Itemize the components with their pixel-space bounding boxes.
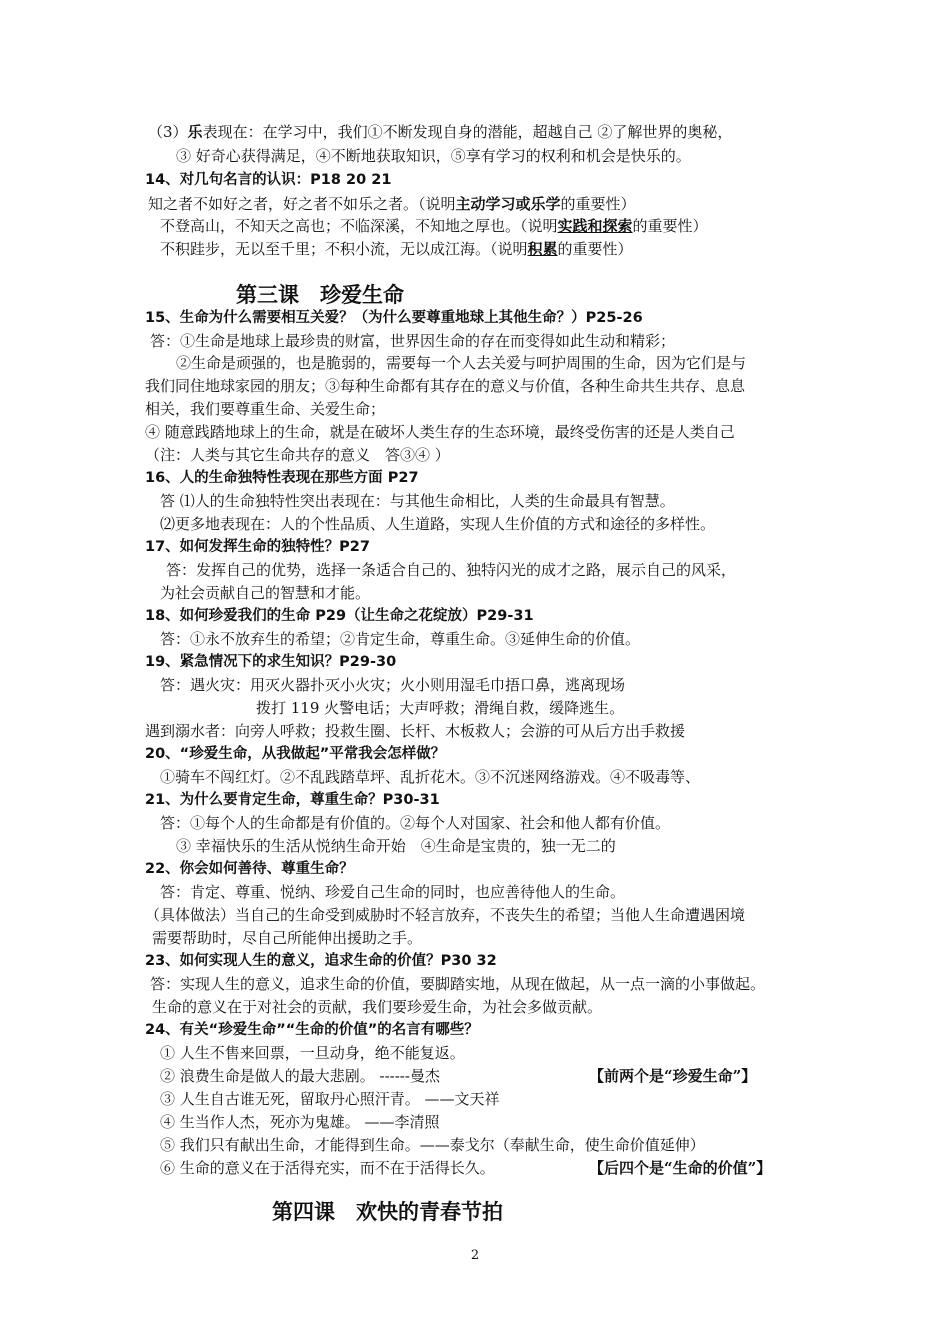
line-15e: ④ 随意践踏地球上的生命，就是在破坏人类生存的生态环境，最终受伤害的还是人类自己	[145, 423, 735, 441]
line-22a: 答：肯定、尊重、悦纳、珍爱自己生命的同时，也应善待他人的生命。	[160, 883, 626, 901]
line-19a: 答：遇火灾：用灭火器扑灭小火灾；火小则用湿毛巾捂口鼻，逃离现场	[160, 676, 626, 694]
quote-24-5: ⑤ 我们只有献出生命，才能得到生命。——泰戈尔（奉献生命，使生命价值延伸）	[160, 1136, 705, 1154]
question-16: 16、人的生命独特性表现在那些方面 P27	[145, 470, 419, 486]
quote-24-2: ② 浪费生命是做人的最大悲剧。 ------曼杰	[160, 1067, 440, 1085]
line-15f: （注：人类与其它生命共存的意义 答③④ ）	[145, 446, 450, 464]
question-14: 14、对几句名言的认识：P18 20 21	[145, 172, 392, 188]
line-21a: 答：①每个人的生命都是有价值的。②每个人对国家、社会和他人都有价值。	[160, 814, 671, 832]
line-16a: 答 ⑴人的生命独特性突出表现在：与其他生命相比，人类的生命最具有智慧。	[160, 492, 675, 510]
note-last-four: 【后四个是“生命的价值”】	[589, 1159, 772, 1177]
lesson-4-heading: 第四课 欢快的青春节拍	[272, 1200, 503, 1224]
line-15c: 我们同住地球家园的朋友；③每种生命都有其存在的意义与价值，各种生命共生共存、息息	[145, 377, 746, 395]
quote-2: 不登高山，不知天之高也；不临深溪，不知地之厚也。（说明实践和探索的重要性）	[160, 217, 708, 235]
line-23a: 答：实现人生的意义，追求生命的价值，要脚踏实地，从现在做起，从一点一滴的小事做起。	[150, 975, 766, 993]
question-19: 19、紧急情况下的求生知识？P29-30	[145, 654, 397, 670]
line-1: （3）乐表现在：在学习中，我们①不断发现自身的潜能，超越自己 ②了解世界的奥秘，	[148, 123, 733, 141]
line-16b: ⑵更多地表现在：人的个性品质、人生道路，实现人生价值的方式和途径的多样性。	[160, 515, 716, 533]
question-24: 24、有关“珍爱生命”“生命的价值”的名言有哪些？	[145, 1022, 479, 1038]
line-23b: 生命的意义在于对社会的贡献，我们要珍爱生命，为社会多做贡献。	[152, 998, 603, 1016]
quote-1: 知之者不如好之者，好之者不如乐之者。（说明主动学习或乐学的重要性）	[148, 195, 636, 213]
question-17: 17、如何发挥生命的独特性？P27	[145, 539, 370, 555]
line-19b: 拨打 119 火警电话；大声呼救；滑绳自救，缓降逃生。	[256, 699, 625, 717]
question-18: 18、如何珍爱我们的生命 P29（让生命之花绽放）P29-31	[145, 608, 534, 624]
note-first-two: 【前两个是“珍爱生命”】	[589, 1067, 757, 1085]
quote-24-3: ③ 人生自古谁无死，留取丹心照汗青。 ——文天祥	[160, 1090, 500, 1108]
quote-3: 不积跬步，无以至千里；不积小流，无以成江海。（说明积累的重要性）	[160, 240, 633, 258]
line-22b: （具体做法）当自己的生命受到威胁时不轻言放弃，不丧失生的希望；当他人生命遭遇困境	[145, 906, 746, 924]
quote-24-4: ④ 生当作人杰，死亦为鬼雄。 ——李清照	[160, 1113, 440, 1131]
question-21: 21、为什么要肯定生命，尊重生命？P30-31	[145, 792, 440, 808]
question-20: 20、“珍爱生命，从我做起”平常我会怎样做？	[145, 746, 446, 762]
line-17a: 答：发挥自己的优势，选择一条适合自己的、独特闪光的成才之路，展示自己的风采，	[166, 561, 737, 579]
line-15d: 相关，我们要尊重生命、关爱生命；	[145, 400, 386, 418]
question-23: 23、如何实现人生的意义，追求生命的价值？P30 32	[145, 953, 497, 969]
quote-24-1: ① 人生不售来回票，一旦动身，绝不能复返。	[160, 1044, 465, 1062]
line-15b: ②生命是顽强的，也是脆弱的，需要每一个人去关爱与呵护周围的生命，因为它们是与	[176, 354, 747, 372]
line-15a: 答：①生命是地球上最珍贵的财富，世界因生命的存在而变得如此生动和精彩；	[150, 332, 676, 350]
quote-24-6: ⑥ 生命的意义在于活得充实，而不在于活得长久。	[160, 1159, 495, 1177]
question-22: 22、你会如何善待、尊重生命？	[145, 861, 354, 877]
line-20a: ①骑车不闯红灯。②不乱践踏草坪、乱折花木。③不沉迷网络游戏。④不吸毒等、	[160, 768, 701, 786]
question-15: 15、生命为什么需要相互关爱？（为什么要尊重地球上其他生命？）P25-26	[145, 310, 643, 326]
line-18a: 答：①永不放弃生的希望；②肯定生命，尊重生命。③延伸生命的价值。	[160, 630, 641, 648]
line-2: ③ 好奇心获得满足，④不断地获取知识，⑤享有学习的权利和机会是快乐的。	[176, 147, 691, 165]
line-21b: ③ 幸福快乐的生活从悦纳生命开始 ④生命是宝贵的，独一无二的	[176, 837, 616, 855]
lesson-3-heading: 第三课 珍爱生命	[236, 283, 404, 307]
line-19c: 遇到溺水者：向旁人呼救；投救生圈、长杆、木板救人；会游的可从后方出手救援	[145, 722, 686, 740]
line-17b: 为社会贡献自己的智慧和才能。	[160, 584, 371, 602]
line-22c: 需要帮助时，尽自己所能伸出援助之手。	[152, 929, 423, 947]
page-number: 2	[470, 1248, 480, 1263]
